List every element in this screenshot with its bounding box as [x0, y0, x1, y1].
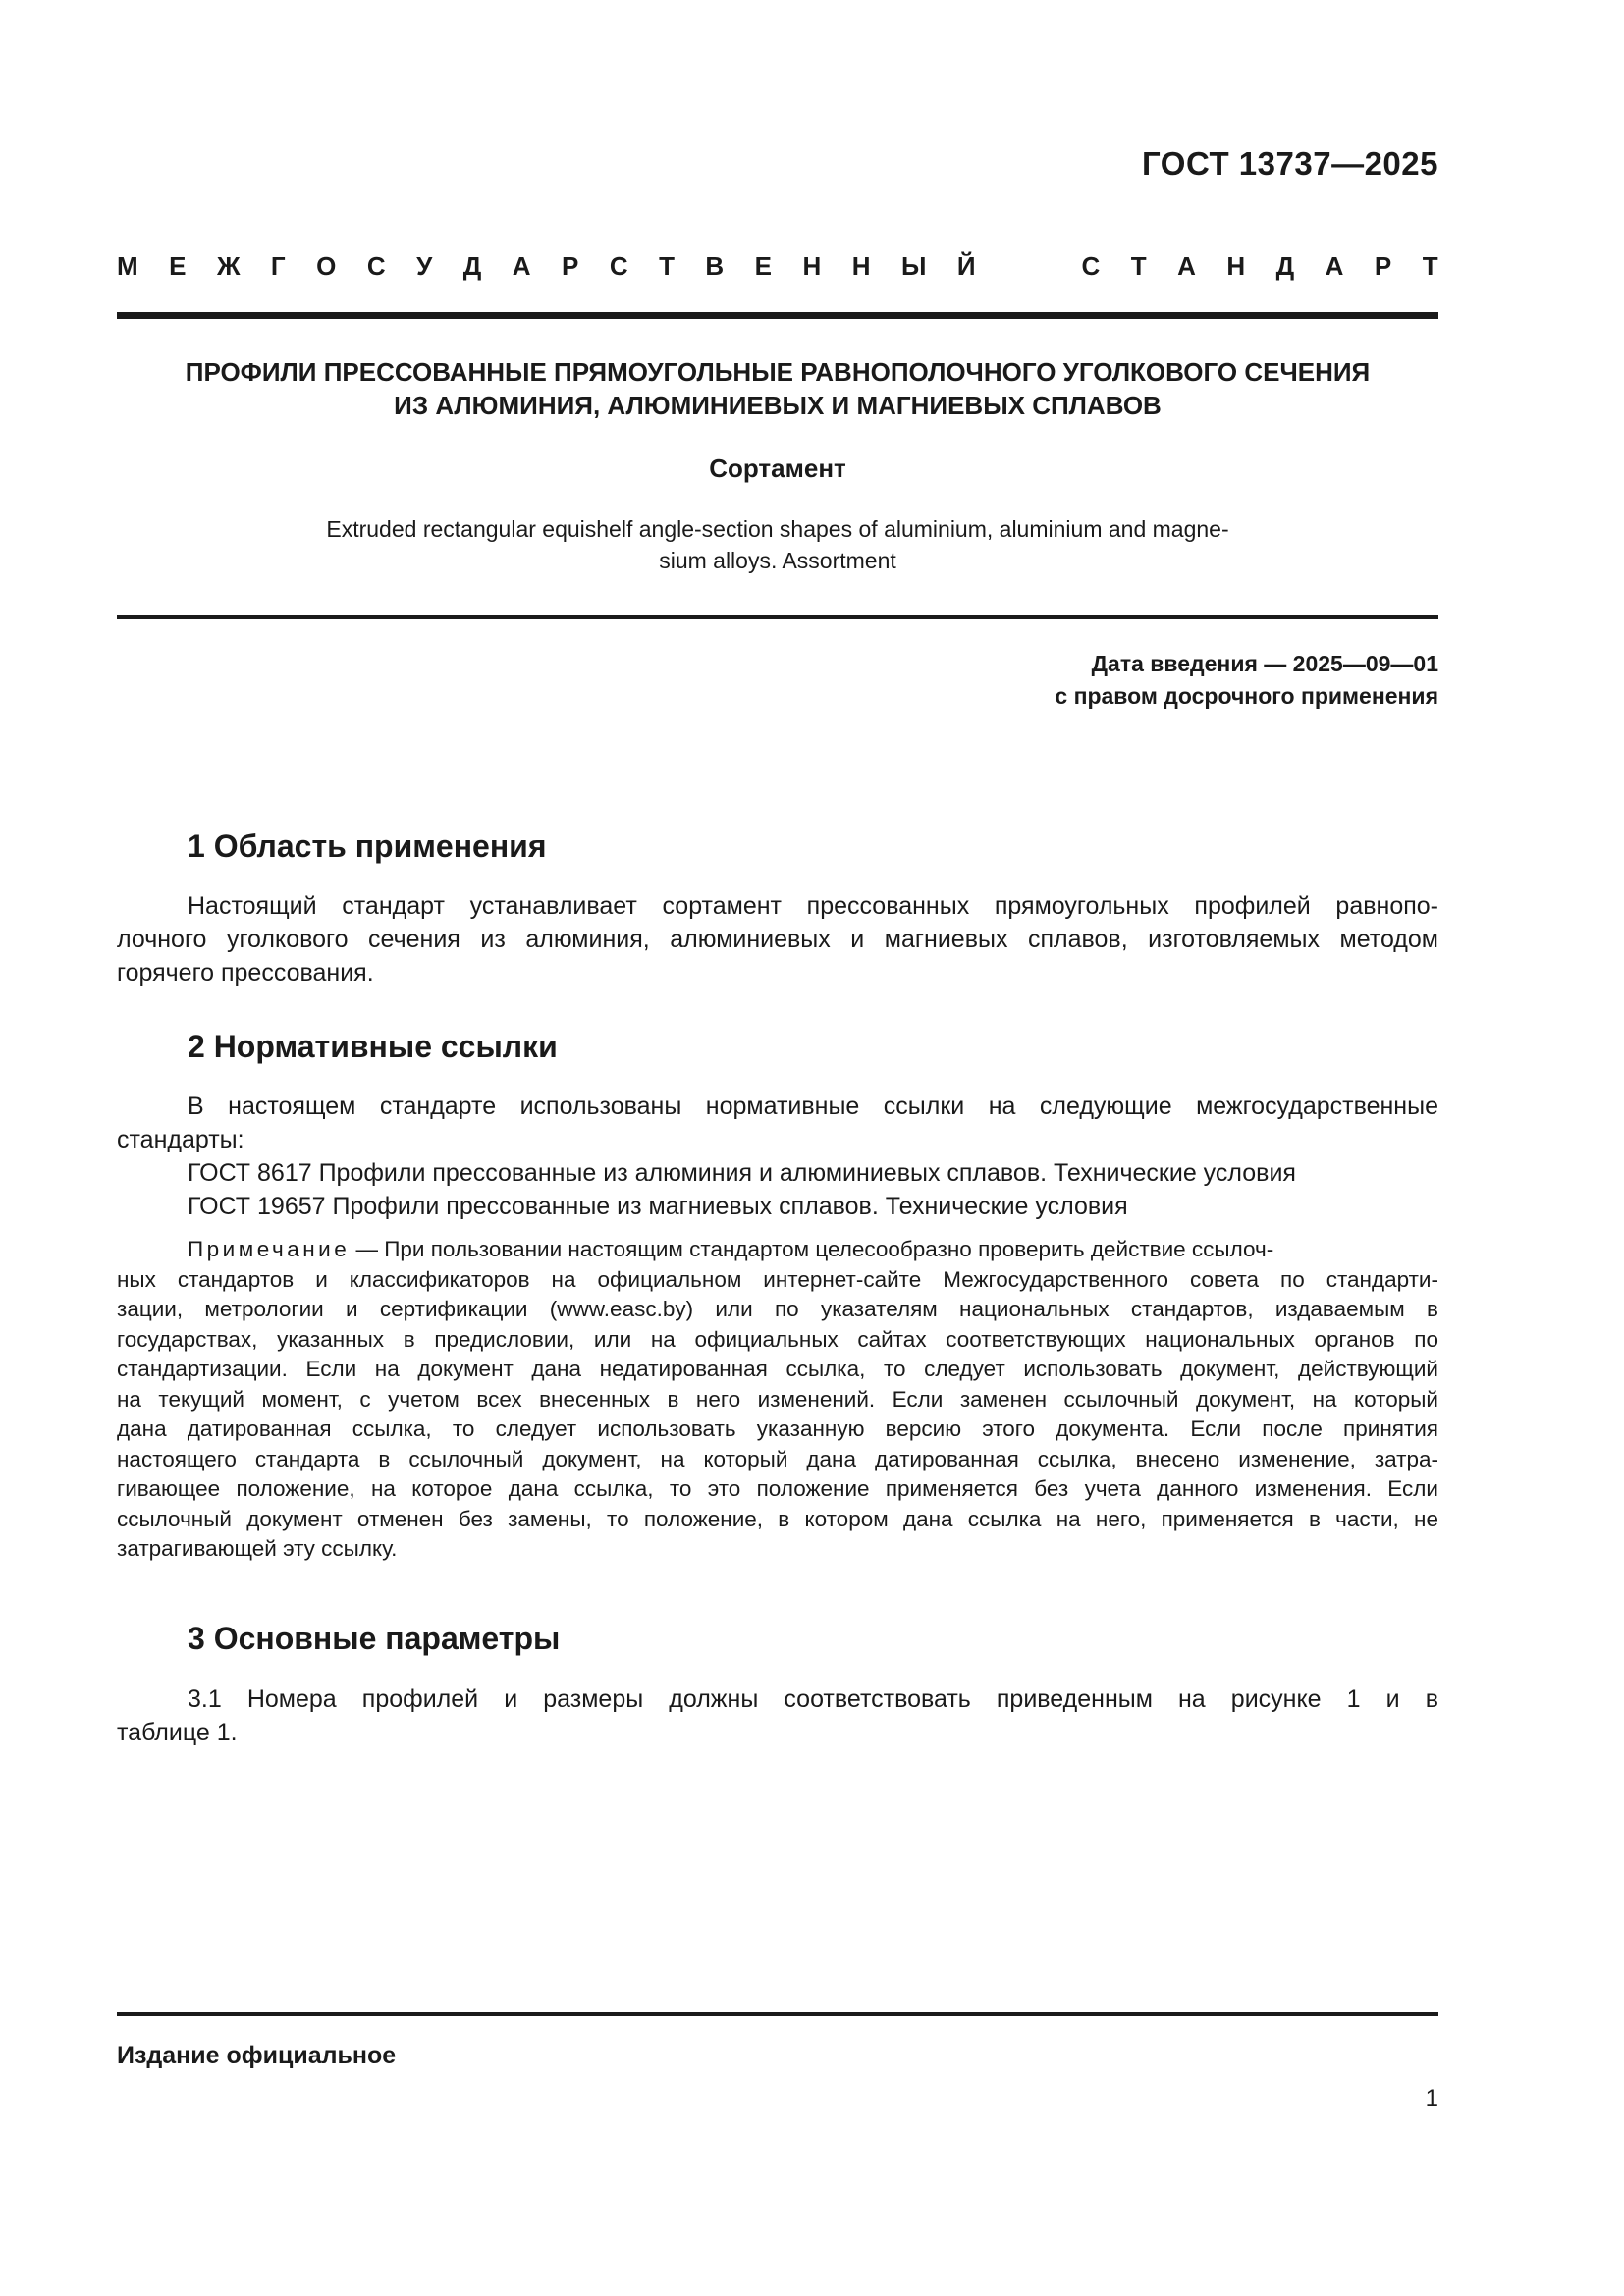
- title-rule: [117, 615, 1438, 619]
- banner-letter: Т: [659, 251, 675, 281]
- note-line: на текущий момент, с учетом всех внесенных в него изменений. Если заменен ссылочный документ, на который: [117, 1386, 1438, 1412]
- reference-gost-19657: ГОСТ 19657 Профили прессованные из магниевых сплавов. Технические условия: [188, 1193, 1128, 1220]
- note-line: стандартизации. Если на документ дана недатированная ссылка, то следует использовать документ, действующий: [117, 1357, 1438, 1381]
- section-3-line: таблице 1.: [117, 1719, 238, 1746]
- footer-rule: [117, 2012, 1438, 2016]
- banner-letter: Ж: [216, 251, 241, 281]
- section-1-line: горячего прессования.: [117, 959, 374, 987]
- note-line: ссылочный документ отменен без замены, то положение, в котором дана ссылка на него, применяется в части, не: [117, 1506, 1438, 1531]
- intro-date-line: Дата введения — 2025—09—01: [1091, 651, 1438, 676]
- reference-gost-8617: ГОСТ 8617 Профили прессованные из алюминия и алюминиевых сплавов. Технические условия: [188, 1159, 1296, 1187]
- banner-letter: Д: [1275, 251, 1295, 281]
- document-code: ГОСТ 13737—2025: [1142, 145, 1438, 182]
- banner-letter: Ы: [900, 251, 927, 281]
- section-1-line: Настоящий стандарт устанавливает сортамент прессованных прямоугольных профилей равнопо-: [188, 892, 1438, 920]
- banner-letter: Р: [562, 251, 579, 281]
- note-line: дана датированная ссылка, то следует использовать указанную версию этого документа. Если после принятия: [117, 1416, 1438, 1441]
- section-3-body: [117, 1682, 1438, 1749]
- banner-letter: А: [512, 251, 531, 281]
- english-title-line-2: sium alloys. Assortment: [659, 548, 896, 573]
- title-line-2: ИЗ АЛЮМИНИЯ, АЛЮМИНИЕВЫХ И МАГНИЕВЫХ СПЛАВОВ: [394, 391, 1162, 420]
- title-line-1: ПРОФИЛИ ПРЕССОВАННЫЕ ПРЯМОУГОЛЬНЫЕ РАВНОПОЛОЧНОГО УГОЛКОВОГО СЕЧЕНИЯ: [185, 357, 1371, 387]
- banner-letter: А: [1177, 251, 1196, 281]
- note-line: затрагивающей эту ссылку.: [117, 1536, 398, 1561]
- banner-letter: Н: [802, 251, 822, 281]
- section-2-line: стандарты:: [117, 1126, 244, 1153]
- banner-letter: Н: [1226, 251, 1246, 281]
- banner-letter: Р: [1374, 251, 1392, 281]
- section-3-heading: 3 Основные параметры: [188, 1621, 561, 1656]
- banner-letter: Г: [270, 251, 286, 281]
- note-line: настоящего стандарта в ссылочный документ, на который дана датированная ссылка, внесено изменение, затра-: [117, 1446, 1438, 1471]
- banner-letter: О: [316, 251, 337, 281]
- english-title: [117, 513, 1438, 576]
- section-1-body: [117, 889, 1438, 989]
- banner-letter: С: [609, 251, 628, 281]
- section-1-line: лочного уголкового сечения из алюминия, алюминиевых и магниевых сплавов, изготовляемых методом: [117, 926, 1438, 953]
- document-subtitle: Сортамент: [709, 454, 846, 483]
- banner-letter: М: [117, 251, 138, 281]
- banner-letter: Н: [851, 251, 871, 281]
- section-3-line: 3.1 Номера профилей и размеры должны соответствовать приведенным на рисунке 1 и в: [188, 1685, 1438, 1713]
- header-rule: [117, 312, 1438, 319]
- early-application-line: с правом досрочного применения: [1055, 683, 1438, 709]
- section-2-body: [117, 1090, 1438, 1223]
- section-2-note: [117, 1235, 1438, 1565]
- banner-letter: Е: [169, 251, 187, 281]
- note-line: зации, метрологии и сертификации (www.easc.by) или по указателям национальных стандартов, издаваемым в: [117, 1297, 1438, 1321]
- introduction-date: [1055, 648, 1438, 713]
- note-label: Примечание: [188, 1237, 351, 1261]
- banner-letter: С: [1081, 251, 1101, 281]
- banner-letter: У: [416, 251, 433, 281]
- official-edition-label: Издание официальное: [117, 2042, 397, 2069]
- note-line: Примечание — При пользовании настоящим стандартом целесообразно проверить действие ссылоч-: [188, 1237, 1274, 1261]
- banner-letter: С: [366, 251, 386, 281]
- note-line: гивающее положение, на которое дана ссылка, то это положение применяется без учета данного изменения. Если: [117, 1476, 1438, 1501]
- banner-letter: Е: [754, 251, 773, 281]
- document-title: [117, 355, 1438, 422]
- section-1-heading: 1 Область применения: [188, 828, 547, 864]
- note-line: ных стандартов и классификаторов на официальном интернет-сайте Межгосударственного совета по стандарти-: [117, 1266, 1438, 1292]
- banner-letter: А: [1325, 251, 1344, 281]
- interstate-standard-banner: [117, 251, 1438, 282]
- section-2-line: В настоящем стандарте использованы нормативные ссылки на следующие межгосударственные: [188, 1093, 1438, 1120]
- english-title-line-1: Extruded rectangular equishelf angle-section shapes of aluminium, aluminium and magne-: [326, 516, 1229, 542]
- banner-letter: Й: [956, 251, 976, 281]
- banner-letter: В: [705, 251, 725, 281]
- page-number: 1: [1425, 2085, 1438, 2111]
- note-line: государствах, указанных в предисловии, или на официальных сайтах соответствующих национальных органов по: [117, 1326, 1438, 1352]
- banner-letter: Д: [462, 251, 482, 281]
- banner-letter: Т: [1422, 251, 1438, 281]
- banner-letter: Т: [1130, 251, 1147, 281]
- section-2-heading: 2 Нормативные ссылки: [188, 1029, 558, 1064]
